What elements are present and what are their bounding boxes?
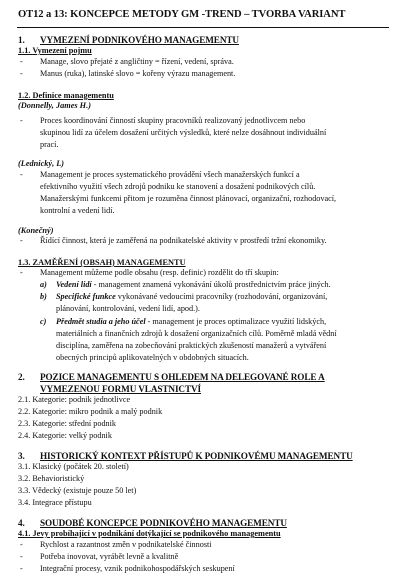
bullet-dash: - xyxy=(20,69,23,78)
definition-line: efektivního využití všech zdrojů podniku ke stanovení a dosažení podnikových cílů. xyxy=(40,182,316,191)
list-item: 2.2. Kategorie: mikro podnik a malý podnik xyxy=(18,407,163,416)
definition-line: Řídící činnost, která je zaměřená na podnikatelské aktivity v prostředí tržní ekonomiky. xyxy=(40,236,327,245)
list-item: 2.3. Kategorie: střední podnik xyxy=(18,419,117,428)
definition-author: (Konečný) xyxy=(18,226,54,235)
definition-line: Manažerskými funkcemi přitom je rozuměna činnost plánovací, organizační, rozhodovací, xyxy=(40,194,337,203)
definition-line: kontrolní a vedení lidí. xyxy=(40,206,115,215)
section-1-heading: 1. VYMEZENÍ PODNIKOVÉHO MANAGEMENTU xyxy=(18,35,239,45)
bullet-dash: - xyxy=(20,57,23,66)
list-item: Specifické funkce vykonávané vedoucími pracovníky (rozhodování, organizování, xyxy=(56,292,328,301)
definition-line: Proces koordinování činností skupiny pracovníků realizovaný jednotlivcem nebo xyxy=(40,116,306,125)
section-2-heading: 2. POZICE MANAGEMENTU S OHLEDEM NA DELEGOVANÉ ROLE A xyxy=(18,372,325,382)
definition-line: prací. xyxy=(40,140,59,149)
list-item: 2.1. Kategorie: podnik jednotlivce xyxy=(18,395,131,404)
bullet-dash: - xyxy=(20,268,23,277)
section-4-heading: 4. SOUDOBÉ KONCEPCE PODNIKOVÉHO MANAGEMENTU xyxy=(18,518,287,528)
list-item: 3.4. Integrace přístupu xyxy=(18,498,92,507)
definition-line: skupinou lidí za účelem dosažení určitých výsledků, které nelze dosáhnout individuální xyxy=(40,128,327,137)
bullet-dash: - xyxy=(20,540,23,549)
section-2-heading-continued: VYMEZENOU FORMU VLASTNICTVÍ xyxy=(40,384,201,394)
subsection-1-2-heading: 1.2. Definice managementu xyxy=(18,91,114,100)
bullet-dash: - xyxy=(20,552,23,561)
list-item: Manus (ruka), latinské slovo = kořeny výrazu management. xyxy=(40,69,236,78)
definition-line: Management je proces systematického provádění všech manažerských funkcí a xyxy=(40,170,300,179)
list-item: 3.3. Vědecký (existuje pouze 50 let) xyxy=(18,486,137,495)
list-item-continued: disciplína, zaměřena na zobecňování praktických zkušeností manažerů a vytváření xyxy=(56,341,327,350)
list-item: 3.2. Behavioristický xyxy=(18,474,85,483)
list-letter: b) xyxy=(40,292,47,301)
bullet-dash: - xyxy=(20,236,23,245)
list-item: 3.1. Klasický (počátek 20. století) xyxy=(18,462,129,471)
list-letter: c) xyxy=(40,317,47,326)
section-3-heading: 3. HISTORICKÝ KONTEXT PŘÍSTUPŮ K PODNIKOVÉMU MANAGEMENTU xyxy=(18,451,353,461)
list-item: Integrační procesy, vznik podnikohospodářských seskupení xyxy=(40,564,235,573)
list-item: Potřeba inovovat, vyrábět levně a kvalitně xyxy=(40,552,179,561)
definition-author: (Lednický, L) xyxy=(18,159,65,168)
document-title: OT12 a 13: KONCEPCE METODY GM -TREND – TVORBA VARIANT xyxy=(18,9,346,20)
definition-author: (Donnelly, James H.) xyxy=(18,101,91,110)
list-item: Rychlost a razantnost změn v podnikatelské činnosti xyxy=(40,540,212,549)
bullet-dash: - xyxy=(20,116,23,125)
list-item: 2.4. Kategorie: velký podnik xyxy=(18,431,112,440)
list-item-continued: plánování, kontrolování, vedení lidí, apod.). xyxy=(56,304,200,313)
list-item-continued: materiálních a finančních zdrojů k dosažení organizačních cílů. Poměrně mladá vědní xyxy=(56,329,337,338)
bullet-dash: - xyxy=(20,170,23,179)
list-item-continued: obecných principů aplikovatelných v obdobných situacích. xyxy=(56,353,249,362)
list-item: Vedení lidí - management znamená vykonávání úkolů prostřednictvím práce jiných. xyxy=(56,280,331,289)
subsection-4-1-heading: 4.1. Jevy probíhající v podnikání dotýkající se podnikového managementu xyxy=(18,529,281,538)
list-item: Předmět studia a jeho účel - management je proces optimalizace využití lidských, xyxy=(56,317,327,326)
list-item: Manage, slovo přejaté z angličtiny = řízení, vedení, správa. xyxy=(40,57,234,66)
bullet-dash: - xyxy=(20,564,23,573)
list-letter: a) xyxy=(40,280,47,289)
subsection-1-1-heading: 1.1. Vymezení pojmu xyxy=(18,46,92,55)
list-intro: Management můžeme podle obsahu (resp. definic) rozdělit do tří skupin: xyxy=(40,268,279,277)
title-underline xyxy=(17,27,389,28)
subsection-1-3-heading: 1.3. ZAMĚŘENÍ (OBSAH) MANAGEMENTU xyxy=(18,258,186,267)
